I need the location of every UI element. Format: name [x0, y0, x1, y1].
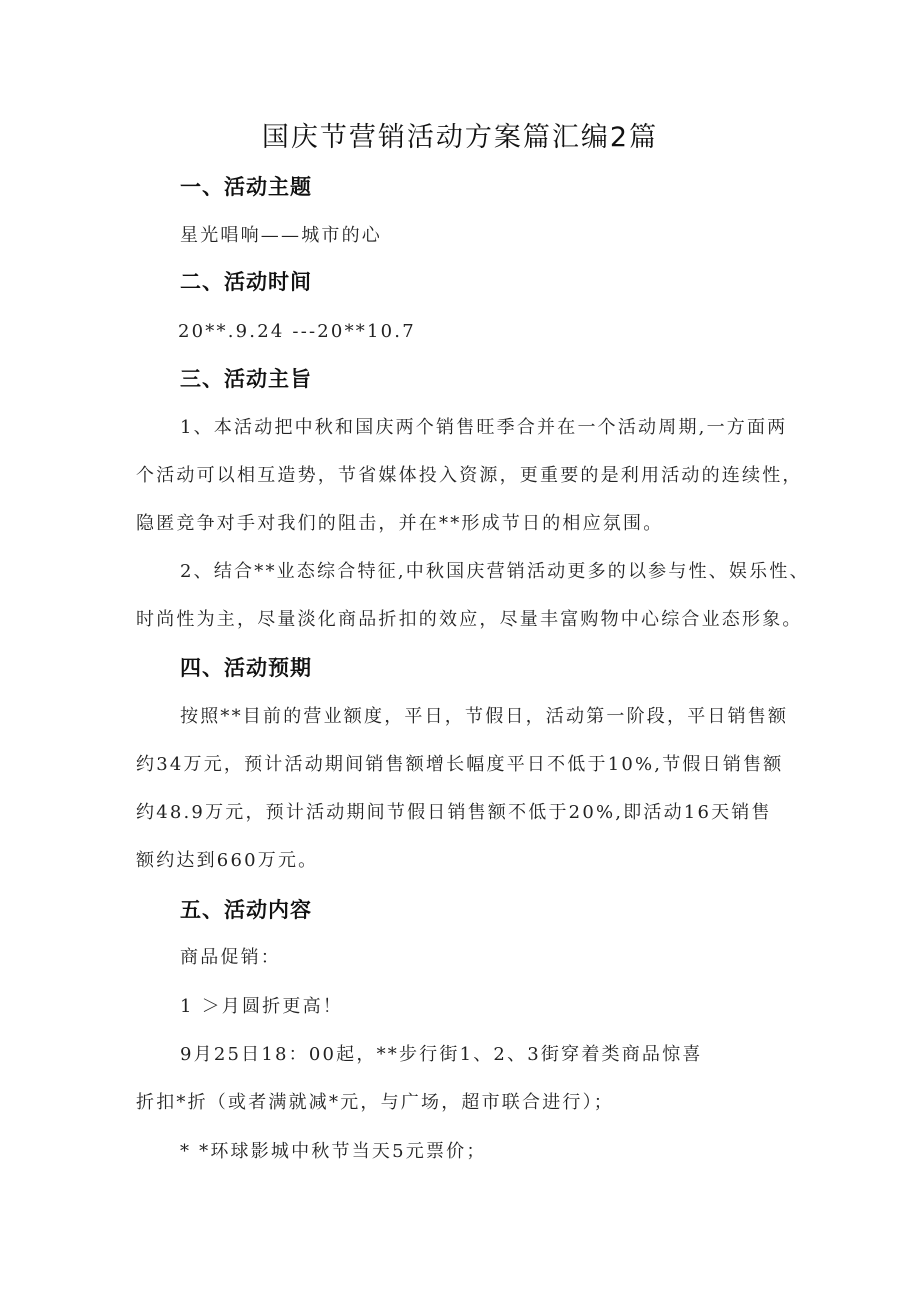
paragraph-line: * *环球影城中秋节当天5元票价； [180, 1141, 487, 1162]
section-heading-theme: 一、活动主题 [180, 175, 312, 199]
paragraph-line: 9月25日18：00起，**步行街1、2、3街穿着类商品惊喜 [180, 1044, 703, 1065]
section-heading-purpose: 三、活动主旨 [180, 367, 312, 391]
paragraph-line: 1、本活动把中秋和国庆两个销售旺季合并在一个活动周期,一方面两 [180, 417, 788, 438]
section-heading-time: 二、活动时间 [180, 270, 312, 294]
paragraph-line: 约48.9万元，预计活动期间节假日销售额不低于20%,即活动16天销售 [136, 802, 772, 823]
document-title: 国庆节营销活动方案篇汇编2篇 [261, 122, 659, 153]
paragraph-line: 1 ＞月圆折更高！ [180, 996, 343, 1017]
paragraph-line: 约34万元，预计活动期间销售额增长幅度平日不低于10%,节假日销售额 [136, 754, 784, 775]
paragraph-line: 商品促销： [180, 947, 281, 968]
theme-text: 星光唱响——城市的心 [180, 225, 382, 246]
paragraph-line: 时尚性为主，尽量淡化商品折扣的效应，尽量丰富购物中心综合业态形象。 [136, 609, 803, 630]
paragraph-line: 隐匿竞争对手对我们的阻击，并在**形成节日的相应氛围。 [136, 513, 664, 534]
paragraph-line: 额约达到660万元。 [136, 850, 319, 871]
time-text: 20**.9.24 ---20**10.7 [178, 321, 416, 342]
paragraph-line: 2、结合**业态综合特征,中秋国庆营销活动更多的以参与性、娱乐性、 [180, 561, 810, 582]
section-heading-expectation: 四、活动预期 [180, 656, 312, 680]
section-heading-content: 五、活动内容 [180, 898, 312, 922]
paragraph-line: 个活动可以相互造势，节省媒体投入资源，更重要的是利用活动的连续性， [136, 465, 803, 486]
paragraph-line: 折扣*折（或者满就减*元，与广场，超市联合进行）； [136, 1092, 614, 1113]
paragraph-line: 按照**目前的营业额度，平日，节假日，活动第一阶段，平日销售额 [180, 706, 789, 727]
